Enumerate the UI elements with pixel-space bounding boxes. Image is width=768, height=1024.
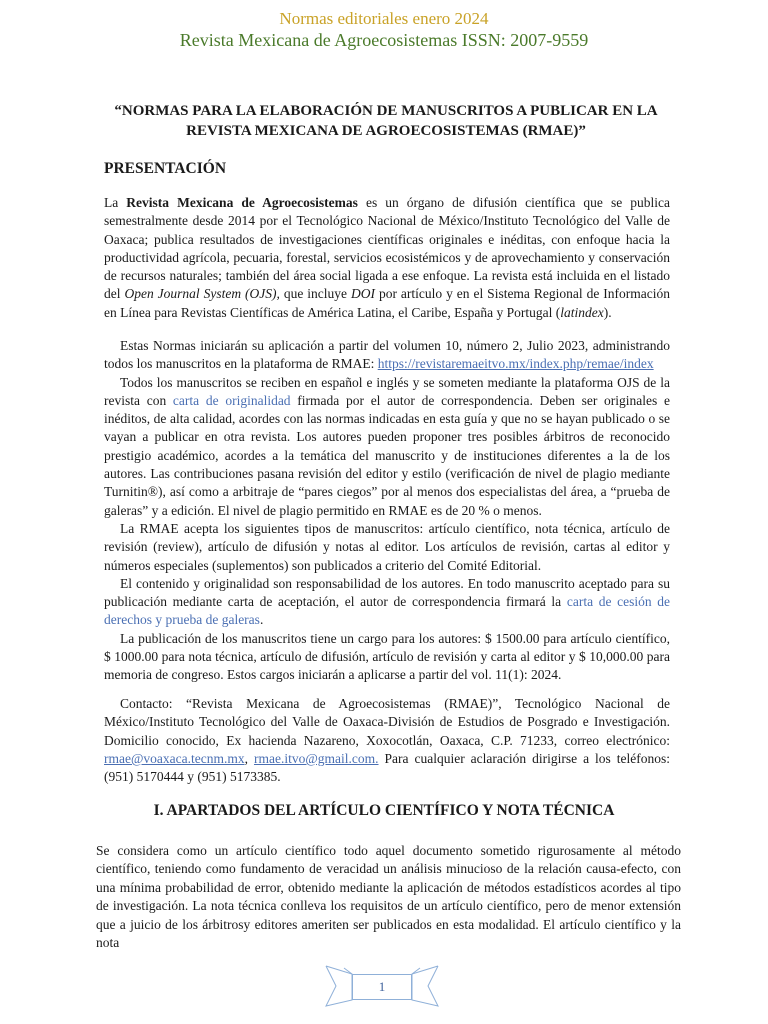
- section-heading-apartados: I. APARTADOS DEL ARTÍCULO CIENTÍFICO Y NOTA TÉCNICA: [153, 802, 615, 819]
- paragraph-tipos: La RMAE acepta los siguientes tipos de manuscritos: artículo científico, nota técnica, artículo de revisión (review), artículo de difusión y notas al editor. Los artículos de revisión, cartas al editor y números especiales (suplementos) son publicados a criterio del Comité Editorial.: [104, 520, 670, 573]
- section-heading-presentacion: PRESENTACIÓN: [104, 160, 227, 177]
- paragraph-cargos: La publicación de los manuscritos tiene un cargo para los autores: $ 1500.00 para artículo científico, $ 1000.00 para nota técnica, artículo de difusión, artículo de revisión y carta al editor y $ 10,000.00 para memoria de congreso. Estos cargos iniciarán a aplicarse a partir del vol. 11(1): 2024.: [104, 630, 670, 683]
- text-run: es un órgano de difusión científica que se publica semestralmente desde 2014 por el Tecnológico Nacional de México/Instituto Tecnológico del Valle de Oaxaca; publica resultados de investigaciones científicas originales e inéditas, con enfoque hacia la productividad agrícola, pecuaria, forestal, servicios ecosistémicos y de aprovechamiento y conservación de recursos naturales; también del área social ligada a ese enfoque. La revista está incluida en el listado del: [104, 195, 670, 302]
- doi-term: DOI: [351, 286, 375, 302]
- text-run: .: [259, 612, 264, 628]
- contact-text: [104, 695, 670, 786]
- platform-link[interactable]: https://revistaremaeitvo.mx/index.php/remae/index: [377, 356, 654, 372]
- text-run: El contenido y originalidad son responsabilidad de los autores. En todo manuscrito aceptado para su publicación mediante carta de aceptación, el autor de correspondencia firmará la: [104, 575, 670, 610]
- intro-text: [104, 194, 670, 322]
- text-run: Todos los manuscritos se reciben en español e inglés y se someten mediante la plataforma OJS de la revista con: [104, 374, 670, 408]
- journal-name: Revista Mexicana de Agroecosistemas: [126, 195, 358, 210]
- page-footer: [322, 960, 442, 1012]
- text-run: por artículo y en el Sistema Regional de Información en Línea para Revistas Científicas de América Latina, el Caribe, España y Portugal (: [104, 286, 670, 320]
- text-run: ,: [244, 750, 254, 766]
- paragraph-manuscritos: [104, 374, 670, 520]
- text-run: firmada por el autor de correspondencia. Deben ser originales e inéditos, de alta calidad, acordes con las normas indicadas en esta guía y que no se hayan publicado o se vayan a publicar en otra revista. Los autores pueden proponer tres posibles árbitros de reconocido prestigio académico, acordes a la temática del manuscrito y de instituciones diferentes a la de los autores. Las contribuciones pasana revisión del editor y estilo (verificación de nivel de plagio mediante Turnitin®), así como a arbitraje de “pares ciegos” por al menos dos especialistas del área, a “prueba de galeras” y a edición. El nivel de plagio permitido en RMAE es de 20 % o menos.: [104, 392, 670, 518]
- header-edition-line: Normas editoriales enero 2024: [279, 9, 489, 28]
- text-run: La: [104, 195, 127, 210]
- paragraph-normas: [104, 337, 670, 374]
- header-journal-line: Revista Mexicana de Agroecosistemas ISSN: 2007-9559: [179, 30, 589, 50]
- text-run: Para cualquier aclaración dirigirse a los teléfonos: (951) 5170444 y (951) 5173385.: [104, 750, 671, 785]
- document-title: “NORMAS PARA LA ELABORACIÓN DE MANUSCRITOS A PUBLICAR EN LA REVISTA MEXICANA DE AGROECOSISTEMAS (RMAE)”: [114, 103, 658, 139]
- text-run: Contacto: “Revista Mexicana de Agroecosistemas (RMAE)”, Tecnológico Nacional de México/Instituto Tecnológico del Valle de Oaxaca-División de Estudios de Posgrado e Investigación. Domicilio conocido, Ex hacienda Nazareno, Xoxocotlán, Oaxaca, C.P. 71233, correo electrónico:: [104, 696, 670, 748]
- latindex-term: latindex: [560, 304, 604, 320]
- ojs-term: Open Journal System (OJS),: [124, 286, 280, 302]
- paragraph-intro: [104, 194, 670, 322]
- text-run: ).: [603, 304, 612, 320]
- paragraph-articulo-cientifico: Se considera como un artículo científico todo aquel documento sometido rigurosamente al método científico, teniendo como fundamento de veracidad un análisis minucioso de la relación causa-efecto, con una mínima probabilidad de error, obtenido mediante la aplicación de métodos estadísticos acordes al tipo de investigación. La nota técnica conlleva los requisitos de un artículo científico, pero de menor extensión que a juicio de los árbitrosy editores ameriten ser publicados en esta modalidad. El artículo científico y la nota: [96, 843, 681, 951]
- page-number: 1: [352, 974, 412, 1000]
- page-header: [0, 8, 768, 51]
- paragraph-contacto: [104, 695, 670, 786]
- text-run: que incluye: [279, 286, 351, 302]
- paragraph-block-normas: [104, 337, 670, 685]
- paragraph-contenido: [104, 575, 670, 630]
- text-run: Estas Normas iniciarán su aplicación a partir del volumen 10, número 2, Julio 2023, administrando todos los manuscritos en la plataforma de RMAE:: [104, 338, 670, 372]
- email-link-1[interactable]: rmae@voaxaca.tecnm.mx: [104, 750, 245, 766]
- email-link-2[interactable]: rmae.itvo@gmail.com.: [253, 750, 379, 766]
- carta-cesion-link[interactable]: carta de cesión de derechos y prueba de galeras: [104, 594, 670, 628]
- carta-originalidad-link[interactable]: carta de originalidad: [172, 392, 291, 408]
